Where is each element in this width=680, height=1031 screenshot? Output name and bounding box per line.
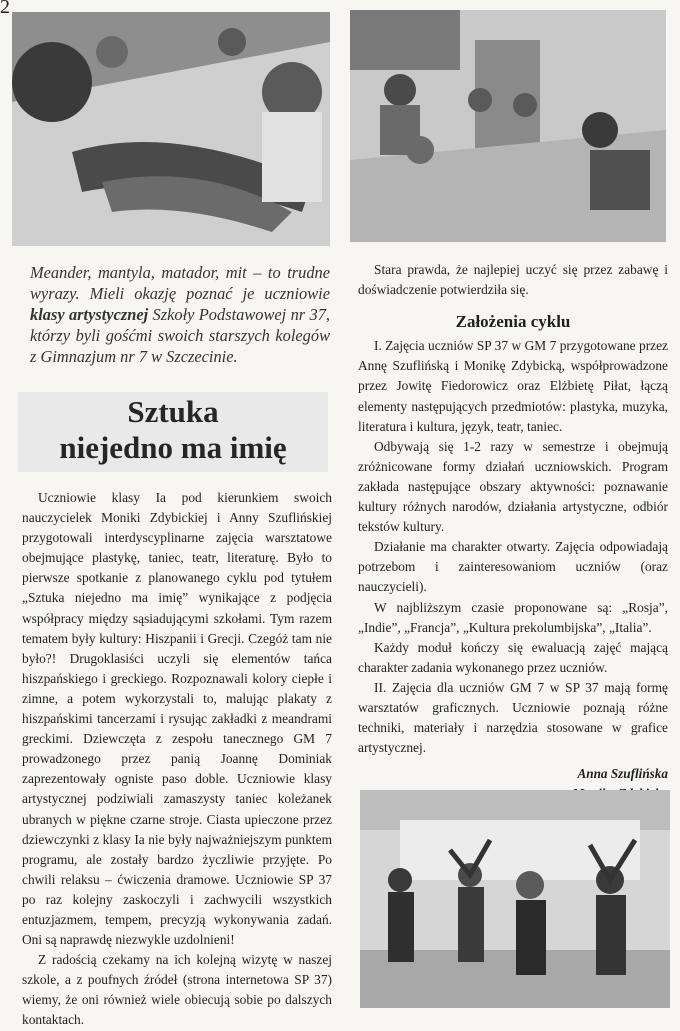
photo-children-at-table: [350, 10, 666, 242]
body-paragraph: Z radością czekamy na ich kolejną wizytę w naszej szkole, a z poufnych źródeł (strona internetowa SP 37) wiemy, że oni również wiele obiecują sobie po dalszych kontaktach.: [22, 952, 332, 1028]
section-subheading: Założenia cyklu: [455, 312, 571, 332]
lead-text-part1: Meander, mantyla, matador, mit – to trudne wyrazy. Mieli okazję poznać je uczniowie: [30, 263, 330, 303]
left-column-body: [22, 488, 332, 1031]
page-number: 2: [0, 0, 10, 18]
lead-text-part2: Szkoły Podstawowej nr 37, którzy byli gośćmi swoich starszych kolegów z Gimnazjum nr 7 w Szczecinie.: [30, 305, 331, 366]
body-paragraph: I. Zajęcia uczniów SP 37 w GM 7 przygotowane przez Annę Szuflińską i Monikę Zdybicką, współprowadzone przez Jowitę Fiedorowicz oraz Elżbietę Piłat, łączą elementy następujących przedmiotów: plastyka, muzyka, literatura i kultura, język, teatr, taniec.: [358, 338, 668, 434]
article-headline: [18, 394, 328, 466]
right-column-body: [358, 260, 668, 804]
author-name: Anna Szuflińska: [577, 766, 668, 782]
lead-paragraph: [30, 262, 330, 367]
body-paragraph: Odbywają się 1-2 razy w semestrze i obejmują zróżnicowane formy działań uczniowskich. Program zakłada następujące obszary aktywności: poznawanie kultury różnych narodów, działania artystyczne, odbiór tekstów kultury.: [358, 438, 668, 535]
body-paragraph: Działanie ma charakter otwarty. Zajęcia odpowiadają potrzebom i zainteresowaniom uczniów (oraz nauczycieli).: [358, 539, 668, 595]
body-paragraph: II. Zajęcia dla uczniów GM 7 w SP 37 mają formę warsztatów graficznych. Uczniowie poznają różne techniki, materiały i narzędzia stosowane w grafice artystycznej.: [358, 679, 668, 756]
headline-line-1: Sztuka: [127, 394, 219, 429]
lead-text-bold: klasy artystycznej: [30, 305, 149, 324]
body-paragraph: Uczniowie klasy Ia pod kierunkiem swoich nauczycielek Moniki Zdybickiej i Anny Szuflińskiej przygotowali interdyscyplinarne zajęcia warsztatowe obejmujące plastykę, taniec, teatr, literaturę. Było to pierwsze spotkanie z planowanego cyklu pod tytułem „Sztuka niejedno ma imię” wynikające z podjęcia współpracy między sąsiadującymi szkołami. Tym razem tematem były kultury: Hiszpanii i Grecji. Czegóż tam nie było?! Drugoklasiści uczyli się elementów tańca hiszpańskiego i greckiego. Rozpoznawali kolory ciepłe i zimne, a potem wykorzystali to, malując plakaty z hiszpańskimi tancerzami i rysując zakładki z meandrami greckimi. Dziewczęta z zespołu tanecznego GM 7 prowadzonego przez panią Joannę Dominiak zaprezentowały ogniste paso doble. Uczniowie klasy artystycznej podziwiali zamaszysty taniec koleżanek ubranych w piękne czarne stroje. Ciasta upieczone przez dziewczynki z klasy Ia nie były najważniejszym punktem programu, ale zostały bardzo życzliwie przyjęte. Po chwili relaksu – ćwiczenia dramowe. Uczniowie SP 37 po raz kolejny zaskoczyli i zachwycili wszystkich entuzjazmem, tempem, precyzją wykonywania zadań. Oni są naprawdę niezwykle uzdolnieni!: [22, 490, 332, 948]
body-paragraph: W najbliższym czasie proponowane są: „Rosja”, „Indie”, „Francja”, „Kultura prekolumbijska”, „Italia”.: [358, 599, 668, 635]
photo-children-painting: [12, 12, 330, 246]
body-paragraph: Każdy moduł kończy się ewaluacją zajęć mającą charakter zadania wykonanego przez uczniów.: [358, 639, 668, 675]
headline-line-2: niejedno ma imię: [59, 430, 287, 465]
intro-paragraph: Stara prawda, że najlepiej uczyć się przez zabawę i doświadczenie potwierdziła się.: [358, 262, 668, 298]
photo-children-dancing: [360, 790, 670, 1008]
